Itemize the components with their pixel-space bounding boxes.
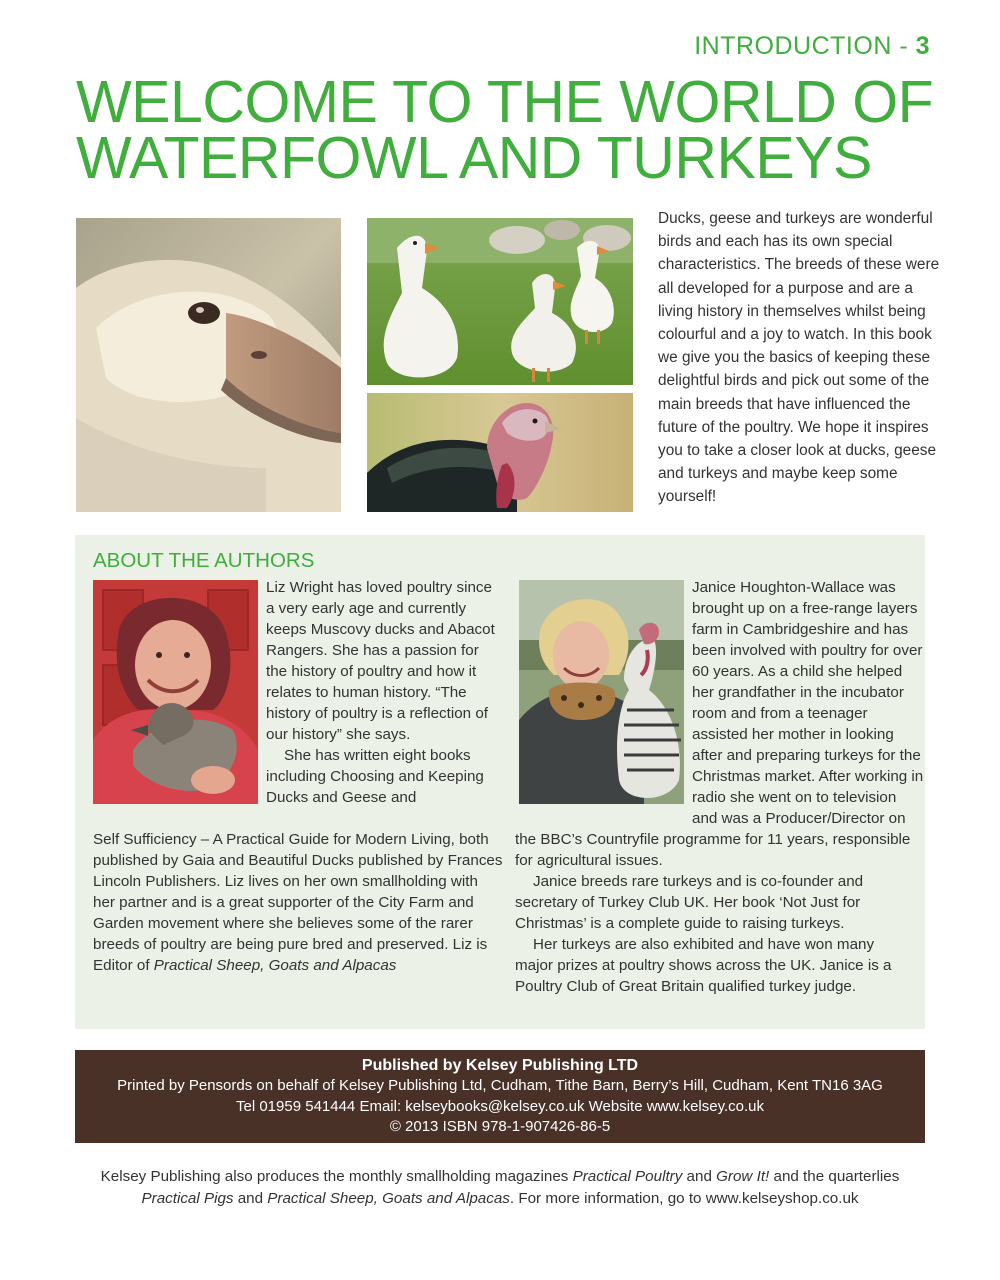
janice-bio-paragraph-1: Janice Houghton-Wallace was brought up on a free-range layers farm in Cambridgeshire and has been involved with poultry for over 60 years. As a child she helped her grandfather in the incubator room and from a teenager assisted her mother in looking after and preparing turkeys for the Christmas market. After working in radio she went on to television and was a Producer/Director on xyxy=(692,579,924,827)
footer-text-5: . For more information, go to www.kelseyshop.co.uk xyxy=(509,1189,859,1207)
liz-bio-paragraph-1: Liz Wright has loved poultry since a very early age and currently keeps Muscovy ducks and Abacot Rangers. She has a passion for the history of poultry and how it relates to human history. “The history of poultry is a reflection of our history” she says. xyxy=(266,579,495,743)
liz-bio-bottom xyxy=(93,829,503,976)
liz-bio-text: Self Sufficiency – A Practical Guide for Modern Living, both published by Gaia and Beautiful Ducks published by Frances Lincoln Publishers. Liz lives on her own smallholding with her partner and is a great supporter of the City Farm and Garden movement where she believes some of the rarer breeds of poultry are being pure bred and preserved. Liz is Editor of xyxy=(93,831,503,974)
footer-text-2: and xyxy=(682,1168,717,1185)
geese-photo xyxy=(367,218,633,385)
section-label: INTRODUCTION - xyxy=(694,32,916,60)
magazine-grow-it: Grow It! xyxy=(716,1168,770,1185)
publisher-title: Published by Kelsey Publishing LTD xyxy=(361,1057,639,1074)
janice-houghton-wallace-photo xyxy=(519,580,684,804)
liz-bio-top xyxy=(266,577,496,808)
intro-paragraph: Ducks, geese and turkeys are wonderful birds and each has its own special characteristics. The breeds of these were all developed for a purpose and are a living history in themselves whilst being colourful and a joy to watch. In this book we give you the basics of keeping these delightful birds and pick out some of the main breeds that have influenced the future of the poultry. We hope it inspires you to take a closer look at ducks, geese and turkeys and maybe keep some yourself! xyxy=(658,210,940,506)
section-header xyxy=(694,32,930,61)
duck-photo xyxy=(76,218,341,512)
footer-text-4: and xyxy=(233,1189,268,1207)
authors-heading: ABOUT THE AUTHORS xyxy=(93,549,315,572)
magazine-practical-sheep: Practical Sheep, Goats and Alpacas xyxy=(267,1189,510,1207)
title-line-1: WELCOME TO THE WORLD OF xyxy=(76,69,934,135)
title-line-2: WATERFOWL AND TURKEYS xyxy=(76,125,872,191)
magazine-practical-poultry: Practical Poultry xyxy=(572,1168,683,1185)
liz-magazine-title: Practical Sheep, Goats and Alpacas xyxy=(153,957,397,974)
publisher-contact: Tel 01959 541444 Email: kelseybooks@kelsey.co.uk Website www.kelsey.co.uk xyxy=(236,1097,764,1115)
publisher-address: Printed by Pensords on behalf of Kelsey Publishing Ltd, Cudham, Tithe Barn, Berry’s Hill, Cudham, Kent TN16 3AG xyxy=(117,1077,883,1094)
liz-bio-continued xyxy=(93,829,503,976)
janice-bio-bottom xyxy=(515,829,915,997)
page-number: 3 xyxy=(915,32,930,60)
janice-bio-top xyxy=(692,577,924,829)
janice-bio-continued: the BBC’s Countryfile programme for 11 years, responsible for agricultural issues. xyxy=(515,831,911,869)
magazine-practical-pigs: Practical Pigs xyxy=(141,1189,234,1207)
footer-text-1: Kelsey Publishing also produces the monthly smallholding magazines xyxy=(100,1168,573,1185)
about-authors-box xyxy=(75,535,925,1029)
footer-text-3: and the quarterlies xyxy=(769,1168,900,1185)
publisher-info-bar xyxy=(75,1050,925,1143)
turkey-photo xyxy=(367,393,633,512)
page-title xyxy=(76,69,956,191)
liz-bio-paragraph-2: She has written eight books including Choosing and Keeping Ducks and Geese and xyxy=(266,747,484,806)
footer-note xyxy=(60,1166,940,1209)
publisher-isbn: © 2013 ISBN 978-1-907426-86-5 xyxy=(389,1118,611,1135)
liz-wright-photo xyxy=(93,580,258,804)
janice-bio-paragraph-3: Her turkeys are also exhibited and have won many major prizes at poultry shows across the UK. Janice is a Poultry Club of Great Britain qualified turkey judge. xyxy=(515,936,892,995)
janice-bio-paragraph-2: Janice breeds rare turkeys and is co-founder and secretary of Turkey Club UK. Her book ‘Not Just for Christmas’ is a complete guide to raising turkeys. xyxy=(515,873,864,932)
